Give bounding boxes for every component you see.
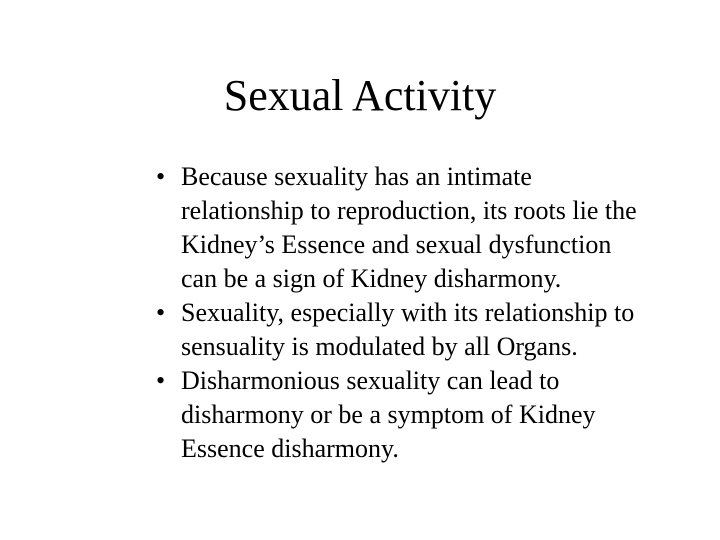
bullet-item [156, 160, 676, 296]
bullet-text-line: sensuality is modulated by all Organs. [181, 332, 578, 361]
bullet-text-line: Essence disharmony. [181, 434, 399, 463]
bullet-icon: • [156, 298, 166, 327]
bullet-list [156, 160, 676, 466]
bullet-text-line: Because sexuality has an intimate [181, 162, 532, 191]
bullet-text-line: relationship to reproduction, its roots lie the [181, 196, 637, 225]
bullet-text-line: disharmony or be a symptom of Kidney [181, 400, 596, 429]
bullet-icon: • [156, 366, 166, 395]
bullet-text-line: Kidney’s Essence and sexual dysfunction [181, 230, 612, 259]
bullet-icon: • [156, 162, 166, 191]
bullet-item [156, 296, 676, 364]
bullet-text-line: can be a sign of Kidney disharmony. [181, 264, 562, 293]
bullet-text-line: Disharmonious sexuality can lead to [181, 366, 560, 395]
slide-title: Sexual Activity [223, 71, 497, 120]
bullet-text-line: Sexuality, especially with its relationship to [181, 298, 635, 327]
bullet-item [156, 364, 676, 466]
